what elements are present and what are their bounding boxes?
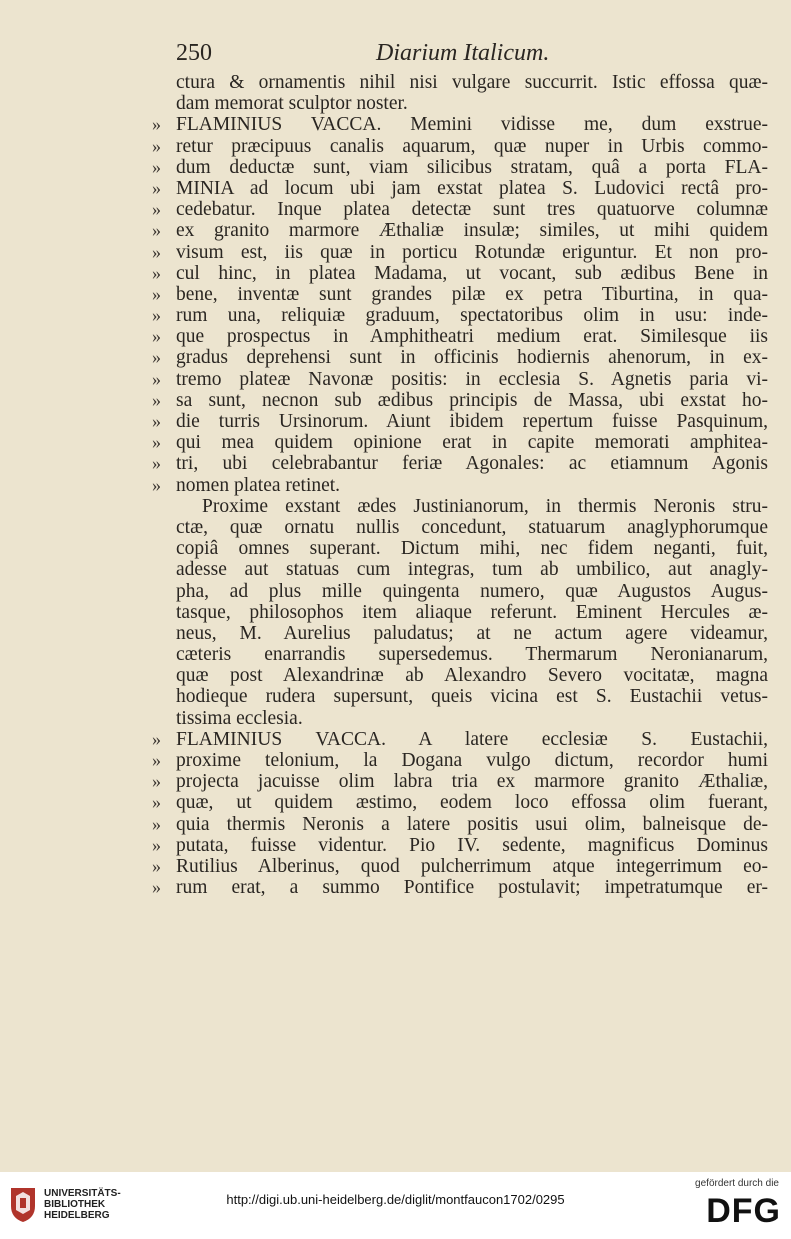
quote-mark: » bbox=[152, 771, 161, 792]
line-text: qui mea quidem opinione erat in capite memorati amphitea- bbox=[176, 432, 768, 454]
line-text: visum est, iis quæ in porticu Rotundæ eriguntur. Et non pro- bbox=[176, 241, 768, 263]
quote-mark: » bbox=[152, 326, 161, 347]
quote-mark: » bbox=[152, 135, 161, 156]
quote-mark: » bbox=[152, 241, 161, 262]
text-line bbox=[152, 474, 768, 496]
funded-by-label: gefördert durch die bbox=[695, 1178, 779, 1189]
line-text: sa sunt, necnon sub ædibus principis de Massa, ubi exstat ho- bbox=[176, 389, 768, 411]
line-text: quæ post Alexandrinæ ab Alexandro Severo vocitatæ, magna bbox=[176, 665, 768, 687]
text-line bbox=[152, 241, 768, 263]
quote-mark: » bbox=[152, 114, 161, 135]
text-line bbox=[152, 283, 768, 305]
quote-mark: » bbox=[152, 283, 161, 304]
line-text: que prospectus in Amphitheatri medium erat. Similesque iis bbox=[176, 326, 768, 348]
quote-mark: » bbox=[152, 432, 161, 453]
quote-mark: » bbox=[152, 177, 161, 198]
line-text: MINIA ad locum ubi jam exstat platea S. Ludovici rectâ pro- bbox=[176, 177, 768, 199]
text-line bbox=[152, 347, 768, 369]
line-text: tri, ubi celebrabantur feriæ Agonales: ac etiamnum Agonis bbox=[176, 453, 768, 475]
line-text: tasque, philosophos item aliaque referunt. Eminent Hercules æ- bbox=[176, 601, 768, 623]
line-text: Proxime exstant ædes Justinianorum, in thermis Neronis stru- bbox=[202, 495, 768, 517]
quote-mark: » bbox=[152, 389, 161, 410]
quote-mark: » bbox=[152, 156, 161, 177]
text-line bbox=[152, 834, 768, 856]
body-text bbox=[152, 72, 768, 899]
line-text: neus, M. Aurelius paludatus; at ne actum agere videamur, bbox=[176, 622, 768, 644]
line-text: rum una, reliquiæ graduum, spectatoribus olim in usu: inde- bbox=[176, 305, 768, 327]
library-name-line3: HEIDELBERG bbox=[44, 1210, 110, 1221]
line-text: quæ, ut quidem æstimo, eodem loco effossa olim fuerant, bbox=[176, 792, 768, 814]
line-text: cul hinc, in platea Madama, ut vocant, sub ædibus Bene in bbox=[176, 262, 768, 284]
line-text: bene, inventæ sunt grandes pilæ ex petra Tiburtina, in qua- bbox=[176, 283, 768, 305]
quote-mark: » bbox=[152, 262, 161, 283]
text-line bbox=[152, 453, 768, 475]
line-text: nomen platea retinet. bbox=[176, 474, 341, 496]
text-line bbox=[176, 517, 768, 538]
quote-mark: » bbox=[152, 792, 161, 813]
line-text: gradus deprehensi sunt in officinis hodiernis ahenorum, in ex- bbox=[176, 347, 768, 369]
text-line bbox=[176, 644, 768, 665]
quote-mark: » bbox=[152, 411, 161, 431]
text-line bbox=[176, 581, 768, 602]
running-head: Diarium Italicum. bbox=[376, 40, 550, 66]
text-line bbox=[152, 177, 768, 199]
line-text: ex granito marmore Æthaliæ insulæ; similes, ut mihi quidem bbox=[176, 220, 768, 242]
text-line bbox=[152, 368, 768, 390]
line-text: quia thermis Neronis a latere positis usui olim, balneisque de- bbox=[176, 813, 768, 835]
quote-mark: » bbox=[152, 750, 161, 770]
text-line bbox=[152, 389, 768, 411]
quote-mark: » bbox=[152, 347, 161, 368]
quote-mark: » bbox=[152, 453, 161, 474]
line-text: tremo plateæ Navonæ positis: in ecclesia S. Agnetis paria vi- bbox=[176, 368, 768, 390]
quote-mark: » bbox=[152, 813, 161, 834]
line-text: ctura & ornamentis nihil nisi vulgare succurrit. Istic effossa quæ- bbox=[176, 72, 768, 93]
text-line bbox=[152, 326, 768, 348]
line-text: tissima ecclesia. bbox=[176, 707, 303, 729]
text-line bbox=[176, 708, 768, 729]
library-name-line2: BIBLIOTHEK bbox=[44, 1199, 106, 1210]
line-text: Rutilius Alberinus, quod pulcherrimum atque integerrimum eo- bbox=[176, 855, 768, 877]
library-name-line1: UNIVERSITÄTS- bbox=[44, 1188, 121, 1199]
text-line bbox=[152, 135, 768, 157]
quote-mark: » bbox=[152, 728, 161, 749]
line-text: pha, ad plus mille quingenta numero, quæ Augustos Augus- bbox=[176, 580, 768, 602]
text-line bbox=[176, 496, 768, 517]
text-line bbox=[152, 813, 768, 835]
text-line bbox=[152, 199, 768, 221]
text-line bbox=[152, 114, 768, 136]
line-text: proxime telonium, la Dogana vulgo dictum, recordor humi bbox=[176, 750, 768, 771]
text-line bbox=[176, 559, 768, 580]
quote-mark: » bbox=[152, 368, 161, 389]
quote-mark: » bbox=[152, 834, 161, 855]
footer-bar bbox=[0, 1172, 791, 1239]
line-text: FLAMINIUS VACCA. Memini vidisse me, dum exstrue- bbox=[176, 114, 768, 136]
quote-mark: » bbox=[152, 220, 161, 241]
page-header bbox=[176, 40, 768, 72]
text-line bbox=[152, 262, 768, 284]
text-line bbox=[176, 72, 768, 93]
quote-mark: » bbox=[152, 877, 161, 898]
line-text: FLAMINIUS VACCA. A latere ecclesiæ S. Eustachii, bbox=[176, 728, 768, 750]
dfg-logo[interactable]: DFG bbox=[706, 1192, 781, 1230]
text-line bbox=[152, 855, 768, 877]
quote-mark: » bbox=[152, 305, 161, 326]
text-line bbox=[152, 877, 768, 899]
line-text: adesse aut statuas cum integras, tum ab umbilico, aut anagly- bbox=[176, 559, 768, 581]
line-text: die turris Ursinorum. Aiunt ibidem repertum fuisse Pasquinum, bbox=[176, 411, 768, 432]
permalink-url[interactable]: http://digi.ub.uni-heidelberg.de/diglit/montfaucon1702/0295 bbox=[226, 1192, 565, 1207]
line-text: dum deductæ sunt, viam silicibus stratam, quâ a porta FLA- bbox=[176, 156, 768, 178]
page-number: 250 bbox=[176, 40, 212, 66]
line-text: cæteris enarrandis supersedemus. Thermarum Neronianarum, bbox=[176, 644, 768, 666]
quote-mark: » bbox=[152, 855, 161, 876]
line-text: copiâ omnes superant. Dictum mihi, nec fidem neganti, fuit, bbox=[176, 538, 768, 560]
text-line bbox=[152, 728, 768, 750]
line-text: retur præcipuus canalis aquarum, quæ nuper in Urbis commo- bbox=[176, 135, 768, 157]
text-line bbox=[152, 792, 768, 814]
quote-mark: » bbox=[152, 199, 161, 220]
line-text: cedebatur. Inque platea detectæ sunt tres quatuorve columnæ bbox=[176, 199, 768, 221]
line-text: projecta jacuisse olim labra tria ex marmore granito Æthaliæ, bbox=[176, 771, 768, 793]
text-line bbox=[176, 686, 768, 707]
text-line bbox=[152, 411, 768, 432]
text-line bbox=[152, 220, 768, 242]
quote-mark: » bbox=[152, 474, 161, 495]
line-text: rum erat, a summo Pontifice postulavit; impetratumque er- bbox=[176, 877, 768, 899]
text-line bbox=[152, 156, 768, 178]
text-line bbox=[152, 750, 768, 771]
line-text: dam memorat sculptor noster. bbox=[176, 93, 408, 115]
line-text: ctæ, quæ ornatu nullis concedunt, statuarum anaglyphorumque bbox=[176, 516, 768, 538]
text-line bbox=[176, 538, 768, 559]
text-line bbox=[176, 623, 768, 644]
text-line bbox=[176, 602, 768, 623]
text-line bbox=[176, 665, 768, 686]
line-text: hodieque rudera supersunt, queis vicina est S. Eustachii vetus- bbox=[176, 686, 768, 708]
text-line bbox=[152, 432, 768, 454]
line-text: putata, fuisse videntur. Pio IV. sedente, magnificus Dominus bbox=[176, 834, 768, 856]
text-line bbox=[176, 93, 768, 114]
text-line bbox=[152, 305, 768, 327]
text-line bbox=[152, 771, 768, 793]
